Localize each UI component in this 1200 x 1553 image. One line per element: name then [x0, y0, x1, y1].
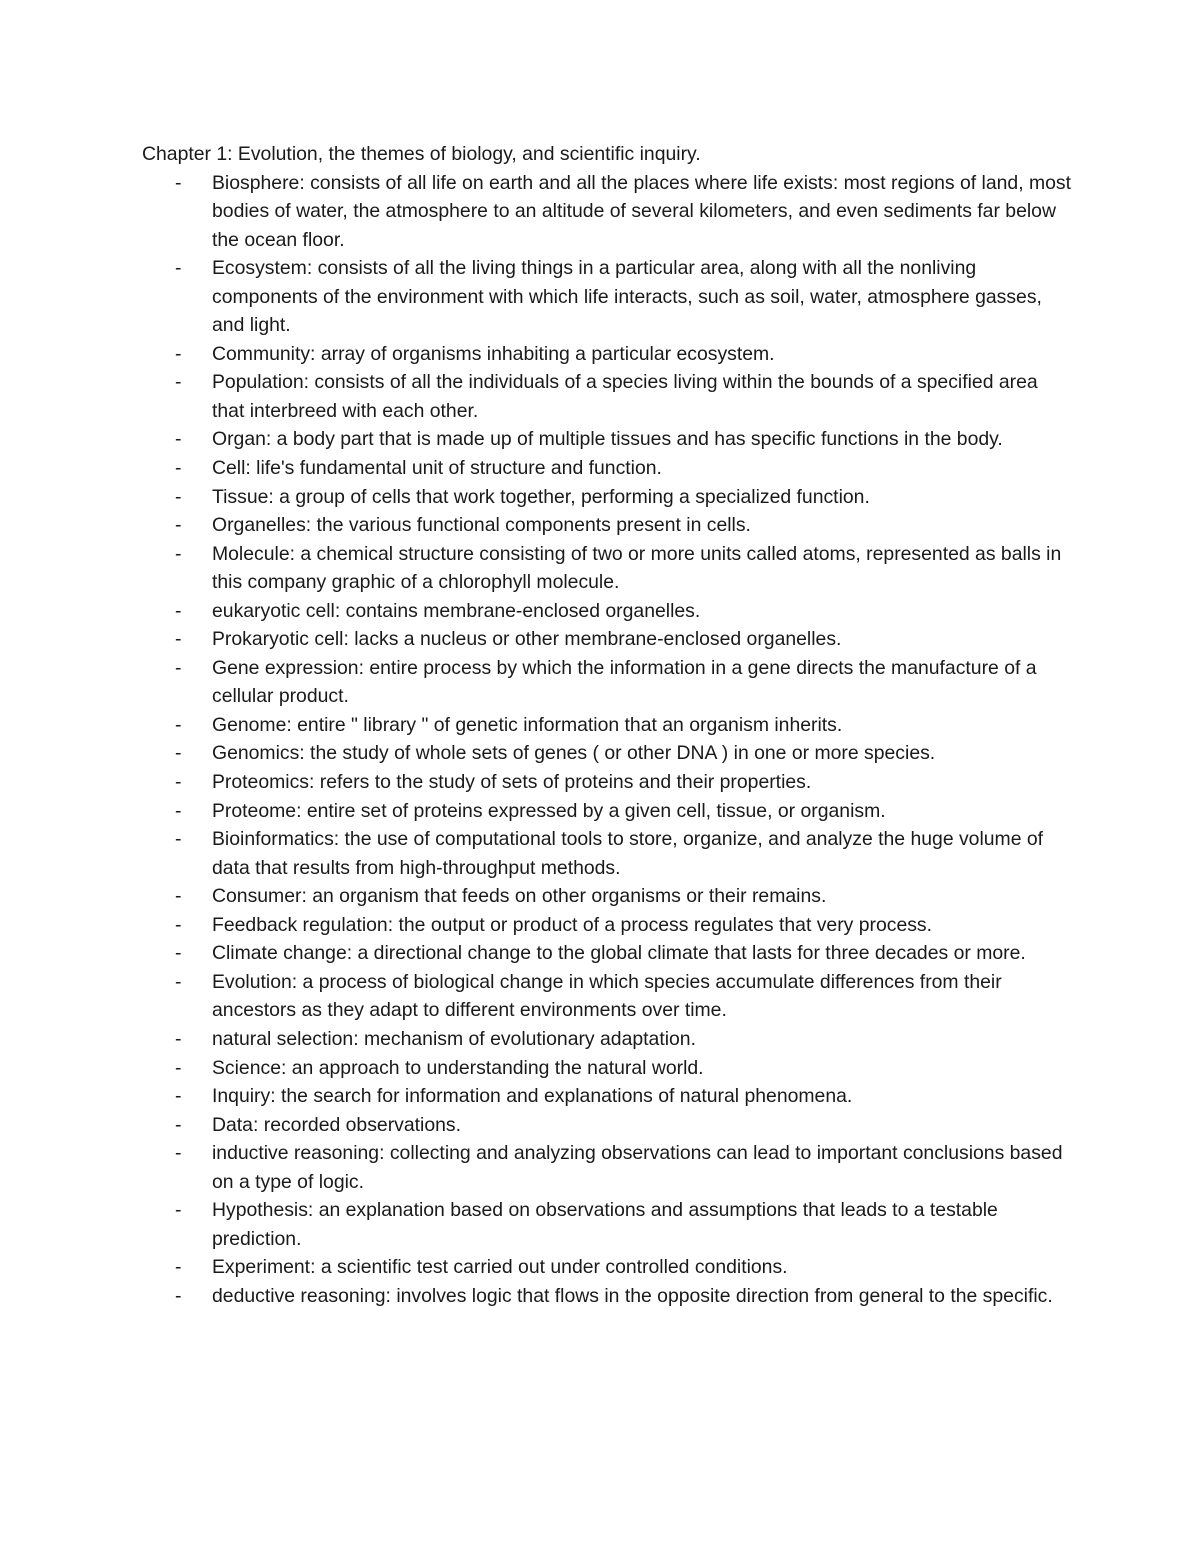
chapter-title: Chapter 1: Evolution, the themes of biology, and scientific inquiry.: [142, 143, 701, 165]
list-item: [142, 625, 1072, 654]
definition-text: Proteomics: refers to the study of sets of proteins and their properties.: [212, 771, 812, 794]
bullet-dash: -: [175, 1056, 182, 1079]
definition-text: Prokaryotic cell: lacks a nucleus or other membrane-enclosed organelles.: [212, 628, 842, 651]
definition-text: deductive reasoning: involves logic that flows in the opposite direction from general to the specific.: [212, 1284, 1053, 1307]
bullet-dash: -: [175, 942, 182, 965]
bullet-dash: -: [175, 599, 182, 622]
bullet-dash: -: [175, 656, 182, 679]
definition-text: inductive reasoning: collecting and analyzing observations can lead to important conclusions based on a type of logic.: [212, 1142, 1063, 1193]
list-item: [142, 911, 1072, 940]
bullet-dash: -: [175, 713, 182, 736]
bullet-dash: -: [175, 1284, 182, 1307]
bullet-dash: -: [175, 342, 182, 365]
definition-text: Ecosystem: consists of all the living things in a particular area, along with all the nonliving components of the environment with which life interacts, such as soil, water, atmosphere gasses, and light.: [212, 257, 1042, 337]
list-item: [142, 654, 1072, 711]
list-item: [142, 768, 1072, 797]
definition-text: Population: consists of all the individuals of a species living within the bounds of a specified area that interbreed with each other.: [212, 371, 1038, 422]
list-item: [142, 169, 1072, 255]
bullet-dash: -: [175, 970, 182, 993]
bullet-dash: -: [175, 1142, 182, 1165]
bullet-dash: -: [175, 485, 182, 508]
definition-text: Hypothesis: an explanation based on observations and assumptions that leads to a testable prediction.: [212, 1199, 998, 1250]
term-list: [142, 169, 1072, 1311]
list-item: [142, 540, 1072, 597]
list-item: [142, 1139, 1072, 1196]
definition-text: eukaryotic cell: contains membrane-enclosed organelles.: [212, 599, 701, 622]
definition-text: Proteome: entire set of proteins expressed by a given cell, tissue, or organism.: [212, 799, 886, 822]
list-item: [142, 711, 1072, 740]
list-item: [142, 425, 1072, 454]
bullet-dash: -: [175, 1027, 182, 1050]
list-item: [142, 454, 1072, 483]
definition-text: Community: array of organisms inhabiting a particular ecosystem.: [212, 342, 775, 365]
definition-text: Gene expression: entire process by which the information in a gene directs the manufacture of a cellular product.: [212, 656, 1037, 708]
list-item: [142, 1111, 1072, 1140]
bullet-dash: -: [175, 257, 182, 280]
definition-text: Genomics: the study of whole sets of genes ( or other DNA ) in one or more species.: [212, 742, 936, 765]
list-item: [142, 797, 1072, 826]
bullet-dash: -: [175, 1113, 182, 1136]
bullet-dash: -: [175, 171, 182, 194]
bullet-dash: -: [175, 742, 182, 765]
definition-text: Experiment: a scientific test carried out under controlled conditions.: [212, 1256, 788, 1279]
bullet-dash: -: [175, 542, 182, 565]
definition-text: Inquiry: the search for information and explanations of natural phenomena.: [212, 1085, 853, 1108]
bullet-dash: -: [175, 514, 182, 537]
list-item: [142, 597, 1072, 626]
bullet-dash: -: [175, 828, 182, 851]
bullet-dash: -: [175, 457, 182, 480]
list-item: [142, 939, 1072, 968]
definition-text: Feedback regulation: the output or product of a process regulates that very process.: [212, 913, 933, 936]
list-item: [142, 1082, 1072, 1111]
document-body: [142, 140, 1072, 1310]
definition-text: Bioinformatics: the use of computational tools to store, organize, and analyze the huge volume of data that results from high-throughput methods.: [212, 828, 1044, 879]
list-item: [142, 1253, 1072, 1282]
list-item: [142, 968, 1072, 1025]
bullet-dash: -: [175, 913, 182, 936]
bullet-dash: -: [175, 628, 182, 651]
bullet-dash: -: [175, 1199, 182, 1222]
definition-text: Organ: a body part that is made up of multiple tissues and has specific functions in the body.: [212, 428, 1003, 451]
bullet-dash: -: [175, 371, 182, 394]
definition-text: Cell: life's fundamental unit of structure and function.: [212, 457, 662, 480]
definition-text: Molecule: a chemical structure consisting of two or more units called atoms, represented as balls in this company graphic of a chlorophyll molecule.: [212, 542, 1062, 594]
list-item: [142, 739, 1072, 768]
bullet-dash: -: [175, 1085, 182, 1108]
definition-text: Science: an approach to understanding the natural world.: [212, 1056, 704, 1079]
list-item: [142, 825, 1072, 882]
bullet-dash: -: [175, 771, 182, 794]
definition-text: Consumer: an organism that feeds on other organisms or their remains.: [212, 885, 827, 908]
definition-text: Data: recorded observations.: [212, 1113, 461, 1136]
definition-text: Climate change: a directional change to the global climate that lasts for three decades or more.: [212, 942, 1026, 965]
list-item: [142, 254, 1072, 340]
bullet-dash: -: [175, 885, 182, 908]
definition-text: natural selection: mechanism of evolutionary adaptation.: [212, 1027, 696, 1050]
list-item: [142, 1196, 1072, 1253]
definition-text: Organelles: the various functional components present in cells.: [212, 514, 751, 537]
definition-text: Genome: entire " library " of genetic information that an organism inherits.: [212, 713, 843, 736]
definition-text: Biosphere: consists of all life on earth and all the places where life exists: most regions of land, most bodies of water, the atmosphere to an altitude of several kilometers, and even sediments far below the ocean floor.: [212, 171, 1072, 251]
list-item: [142, 511, 1072, 540]
definition-text: Evolution: a process of biological change in which species accumulate differences from their ancestors as they adapt to different environments over time.: [212, 970, 1002, 1022]
bullet-dash: -: [175, 799, 182, 822]
bullet-dash: -: [175, 1256, 182, 1279]
list-item: [142, 368, 1072, 425]
list-item: [142, 1054, 1072, 1083]
list-item: [142, 483, 1072, 512]
bullet-dash: -: [175, 428, 182, 451]
list-item: [142, 340, 1072, 369]
list-item: [142, 882, 1072, 911]
list-item: [142, 1025, 1072, 1054]
definition-text: Tissue: a group of cells that work together, performing a specialized function.: [212, 485, 870, 508]
list-item: [142, 1282, 1072, 1311]
